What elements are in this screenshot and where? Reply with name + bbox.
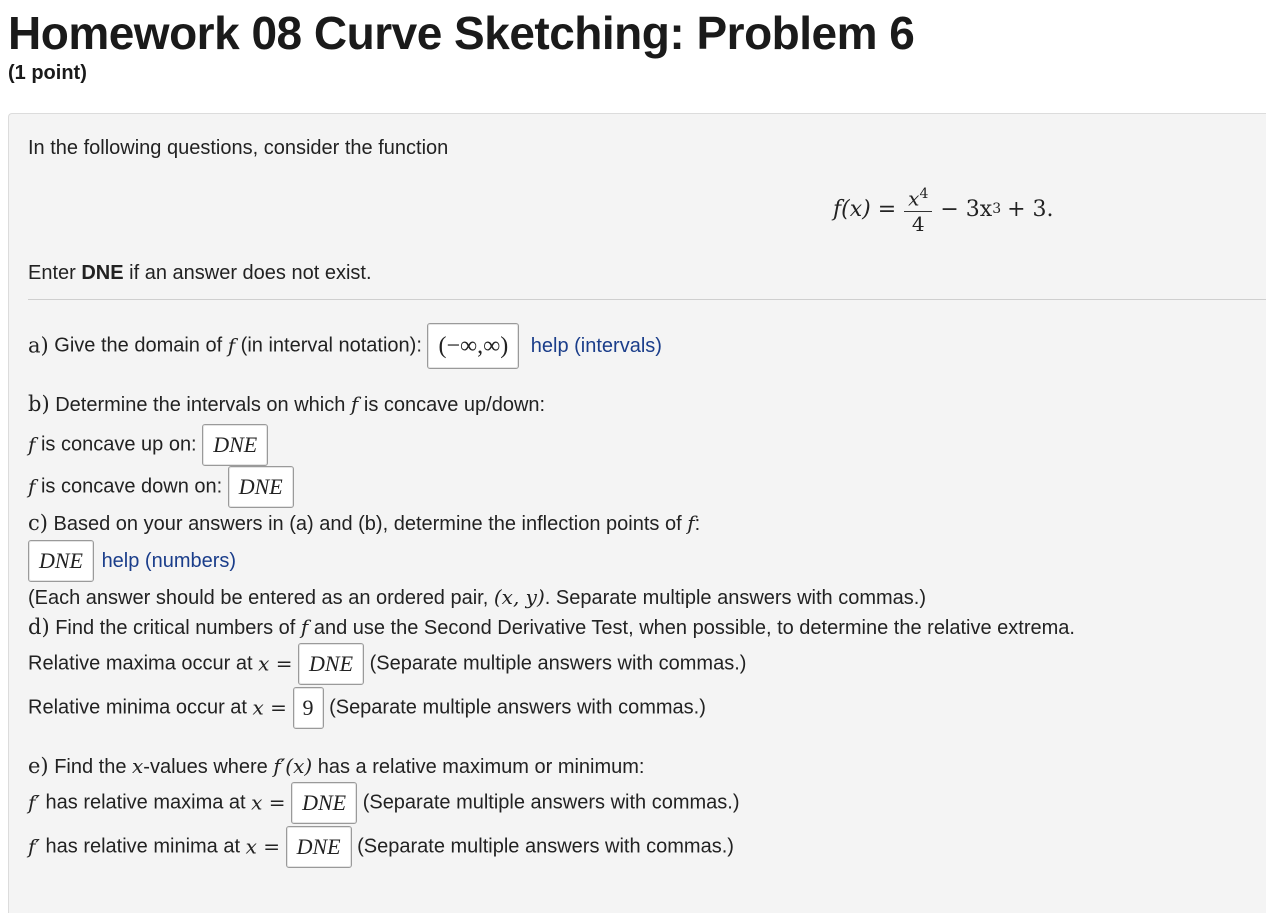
separate-note: (Separate multiple answers with commas.)	[329, 696, 706, 719]
formula-middle: − 3x	[940, 196, 993, 222]
help-numbers-link[interactable]: help (numbers)	[101, 549, 237, 572]
part-a-letter: a)	[28, 333, 49, 358]
problem-panel	[8, 113, 1266, 913]
part-a-text-after: (in interval notation):	[235, 334, 422, 357]
part-b-heading	[28, 391, 545, 418]
part-e-text-after: has a relative maximum or minimum:	[312, 756, 645, 778]
help-intervals-link[interactable]: help (intervals)	[530, 334, 662, 357]
part-d-text: Find the critical numbers of	[55, 617, 301, 639]
part-b-text: Determine the intervals on which	[55, 394, 351, 416]
fprime-max-answer-field[interactable]: DNE	[291, 782, 357, 824]
formula-tail: + 3.	[1007, 196, 1054, 222]
f-prime: f′	[28, 790, 40, 815]
inflection-answer-field[interactable]: DNE	[28, 540, 94, 582]
part-a	[28, 321, 662, 370]
var-f: f	[28, 432, 36, 457]
x-equals: x =	[251, 790, 286, 815]
f-prime-of-x: f′(x)	[273, 754, 313, 778]
function-formula	[833, 174, 1054, 244]
formula-numerator-exponent: 4	[919, 186, 929, 203]
formula-lhs: f(x) =	[833, 196, 897, 222]
x-equals: x =	[245, 834, 280, 859]
part-e-letter: e)	[28, 754, 49, 778]
var-f: f	[28, 474, 36, 499]
var-f: f	[687, 511, 695, 535]
part-c-text: Based on your answers in (a) and (b), determine the inflection points of	[53, 513, 688, 535]
fprime-min-answer-field[interactable]: DNE	[286, 826, 352, 868]
part-e-text-mid: -values where	[143, 756, 274, 778]
f-prime: f′	[28, 834, 40, 859]
part-b-letter: b)	[28, 392, 50, 416]
concave-down-answer-field[interactable]: DNE	[228, 466, 294, 508]
part-d-letter: d)	[28, 615, 50, 639]
formula-fraction	[904, 182, 932, 236]
page-title: Homework 08 Curve Sketching: Problem 6	[8, 7, 915, 59]
note-after: . Separate multiple answers with commas.)	[544, 587, 927, 609]
part-c-heading	[28, 510, 700, 537]
concave-up-answer-field[interactable]: DNE	[202, 424, 268, 466]
concave-up-row	[28, 422, 268, 467]
inflection-row	[28, 538, 236, 583]
concave-down-row	[28, 464, 294, 509]
domain-answer-field[interactable]: (−∞,∞)	[427, 323, 519, 369]
part-a-text: Give the domain of	[54, 334, 228, 357]
var-f: f	[300, 615, 309, 639]
relative-max-answer-field[interactable]: DNE	[298, 643, 364, 685]
separate-note: (Separate multiple answers with commas.)	[357, 835, 734, 858]
fprime-min-label: has relative minima at	[39, 835, 246, 858]
part-c-colon: :	[694, 513, 701, 535]
separate-note: (Separate multiple answers with commas.)	[362, 791, 740, 814]
x-equals: x =	[258, 651, 293, 676]
ordered-pair-math: (x, y)	[493, 585, 545, 609]
note-before: (Each answer should be entered as an ordered pair,	[28, 587, 494, 609]
part-d-heading	[28, 614, 1075, 641]
relative-max-label: Relative maxima occur at	[28, 652, 259, 675]
fprime-min-row	[28, 824, 734, 869]
part-c-note	[28, 584, 926, 611]
part-b-text-after: is concave up/down:	[358, 394, 546, 416]
point-value: (1 point)	[8, 62, 87, 84]
fprime-max-row	[28, 780, 739, 825]
intro-text: In the following questions, consider the function	[28, 137, 449, 159]
separate-note: (Separate multiple answers with commas.)	[369, 652, 747, 675]
part-e-heading	[28, 753, 645, 780]
relative-min-row	[28, 685, 706, 730]
formula-middle-exponent: 3	[992, 201, 1002, 217]
var-f: f	[227, 333, 236, 358]
concave-down-label: is concave down on:	[35, 475, 223, 498]
fprime-max-label: has relative maxima at	[39, 791, 252, 814]
var-x: x	[132, 754, 144, 778]
formula-numerator: x	[908, 186, 920, 211]
dne-suffix: if an answer does not exist.	[123, 262, 372, 284]
part-d-text-after: and use the Second Derivative Test, when possible, to determine the relative extrema.	[308, 617, 1075, 639]
relative-min-label: Relative minima occur at	[28, 696, 253, 719]
concave-up-label: is concave up on:	[35, 433, 197, 456]
part-c-letter: c)	[28, 511, 48, 535]
dne-instruction	[28, 260, 372, 286]
part-e-text: Find the	[54, 756, 133, 778]
var-f: f	[350, 392, 359, 416]
dne-prefix: Enter	[28, 262, 82, 284]
x-equals: x =	[252, 695, 287, 720]
relative-min-answer-field[interactable]: 9	[293, 687, 324, 729]
dne-keyword: DNE	[81, 262, 124, 284]
relative-max-row	[28, 641, 746, 686]
divider	[28, 299, 1266, 300]
formula-denominator: 4	[911, 211, 925, 236]
